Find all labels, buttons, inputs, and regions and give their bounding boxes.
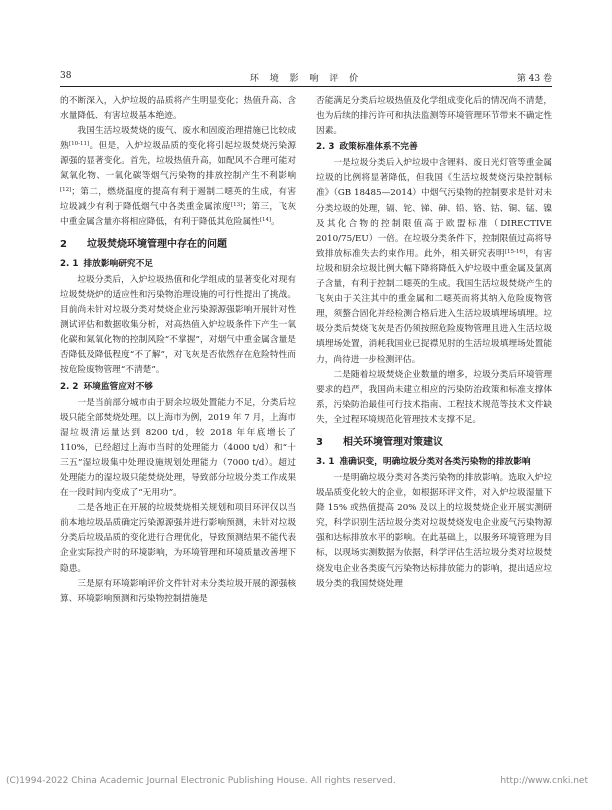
- paragraph: 垃圾分类后，入炉垃圾热值和化学组成的显著变化对现有垃圾焚烧炉的适应性和污染物治理设施的可行性提出了挑战。目前尚未针对垃圾分类对焚烧企业污染源源强影响开展针对性测试评估和数据收集分析，对高热值入炉垃圾条件下产生一氧化碳和氮氧化物的控制风险“不掌握”，对烟气中重金属含量是否降低及降低程度“不了解”，对飞灰是否依然存在危险特性而按危险废物管理“不清楚”。: [60, 274, 296, 376]
- running-header: [60, 71, 552, 85]
- paragraph: 三是原有环境影响评价文件针对未分类垃圾开展的源强核算、环境影响预测和污染物控制措施是: [60, 578, 296, 604]
- citation: [15-16]: [504, 248, 526, 255]
- page-footer: [0, 776, 612, 788]
- paragraph: 二是各地正在开展的垃圾焚烧相关规划和项目环评仅以当前本地垃圾品质确定污染源源强并进行影响预测，未针对垃圾分类后垃圾品质的变化进行合理优化，导致预测结果不能代表企业实际投产时的环境影响，为环境管理和环境质量改善埋下隐患。: [60, 503, 296, 574]
- section-heading: 2 垃圾焚烧环境管理中存在的问题: [60, 238, 227, 250]
- right-column: [316, 94, 552, 592]
- subsection-heading: 3. 1 准确识变，明确垃圾分类对各类污染物的排放影响: [316, 456, 531, 467]
- citation: [13]: [231, 201, 243, 208]
- paragraph: 一是垃圾分类后入炉垃圾中含锂料、废日光灯管等重金属垃圾的比例将显著降低，但我国《生活垃圾焚烧污染控制标准》（GB 18485—2014）中烟气污染物的控制要求是针对未分类垃圾的处理，镉、铊、锑、砷、铅、铬、钴、铜、锰、镍及其化合物的控制限值高于欧盟标准（DIRECTIVE 2010/75/EU）一倍。在垃圾分类条件下，控制限值过高将导致排放标准失去约束作用。此外，相关研究表明[15-16]，有害垃圾和厨余垃圾比例大幅下降将降低入炉垃圾中重金属及氯离子含量，有利于控制二噁英的生成。我国生活垃圾焚烧产生的飞灰由于关注其中的重金属和二噁英而将其纳入危险废物管理，须螯合固化并经检测合格后进入生活垃圾填埋场填埋。垃圾分类后焚烧飞灰是否仍须按照危险废物管理且进入生活垃圾填埋场处置，消耗我国业已捉襟见肘的生活垃圾填埋场处置能力，尚待进一步检测评估。: [316, 158, 553, 365]
- subsection-heading: 2. 2 环境监管应对不够: [60, 381, 153, 392]
- paragraph: 的不断深入，入炉垃圾的品质将产生明显变化；热值升高、含水量降低、有害垃圾基本绝迹。: [60, 96, 296, 122]
- section-heading: 3 相关环境管理对策建议: [316, 436, 443, 448]
- footer-url[interactable]: http://www.cnki.net: [500, 776, 588, 786]
- page-number: 38: [60, 71, 72, 81]
- copyright-notice: (C)1994-2022 China Academic Journal Electronic Publishing House. All rights reserved.: [6, 776, 396, 786]
- subsection-heading: 2. 1 排放影响研究不足: [60, 258, 153, 269]
- paragraph: 一是明确垃圾分类对各类污染物的排放影响。选取入炉垃圾品质变化较大的企业，如根据环评文件，对入炉垃圾湿量下降 15% 或热值提高 20% 及以上的垃圾焚烧企业开展实测研究，科学识别生活垃圾分类对垃圾焚烧发电企业废气污染物源强和达标排放水平的影响。在此基础上，以服务环境管理为目标，以现场实测数据为依据，科学评估生活垃圾分类对垃圾焚烧发电企业各类废气污染物达标排放能力的影响，提出适应垃圾分类的我国焚烧处理: [316, 472, 552, 589]
- paragraph: 一是当前部分城市由于厨余垃圾处置能力不足，分类后垃圾只能全部焚烧处理。以上海市为例，2019 年 7 月，上海市湿垃圾清运量达到 8200 t/d，较 2018 年年底增长了 110%，已经超过上海市当时的处理能力（4000 t/d）和“十三五”湿垃圾集中处理设施规划处理能力（7000 t/d）。超过处理能力的湿垃圾只能焚烧处理，导致部分垃圾分类工作成果在一段时间内变成了“无用功”。: [60, 397, 296, 499]
- paragraph: 否能满足分类后垃圾热值及化学组成变化后的情况尚不清楚，也为后续的排污许可和执法监测等环境管理环节带来不确定性因素。: [316, 96, 552, 137]
- citation: [14]: [259, 216, 272, 223]
- citation: [12]: [60, 186, 72, 193]
- volume-label: 第 43 卷: [516, 74, 552, 84]
- paragraph: 二是随着垃圾焚烧企业数量的增多，垃圾分类后环境管理要求的趋严，我国尚未建立相应的污染防治政策和标准支撑体系，污染防治最佳可行技术指南、工程技术规范等技术文件缺失，全过程环境规范化管理技术支撑不足。: [316, 369, 552, 425]
- header-rule: [60, 86, 552, 87]
- left-column: [60, 94, 296, 607]
- subsection-heading: 2. 3 政策标准体系不完善: [316, 142, 418, 153]
- journal-title: 环 境 影 响 评 价: [249, 74, 363, 84]
- paragraph: 我国生活垃圾焚烧的废气、废水和固废治理措施已比较成熟[10-11]。但是，入炉垃圾品质的变化将引起垃圾焚烧污染源源强的显著变化。首先，垃圾热值升高，如配风不合理可能对氮氧化物、一氧化碳等烟气污染物的排放控制产生不利影响[12]；第二，燃烧温度的提高有利于遏制二噁英的生成，有害垃圾减少有利于降低烟气中各类重金属浓度[13]；第三，飞灰中重金属含量亦将相应降低，有利于降低其危险属性[14]。: [60, 126, 297, 227]
- citation: [10-11]: [69, 141, 90, 148]
